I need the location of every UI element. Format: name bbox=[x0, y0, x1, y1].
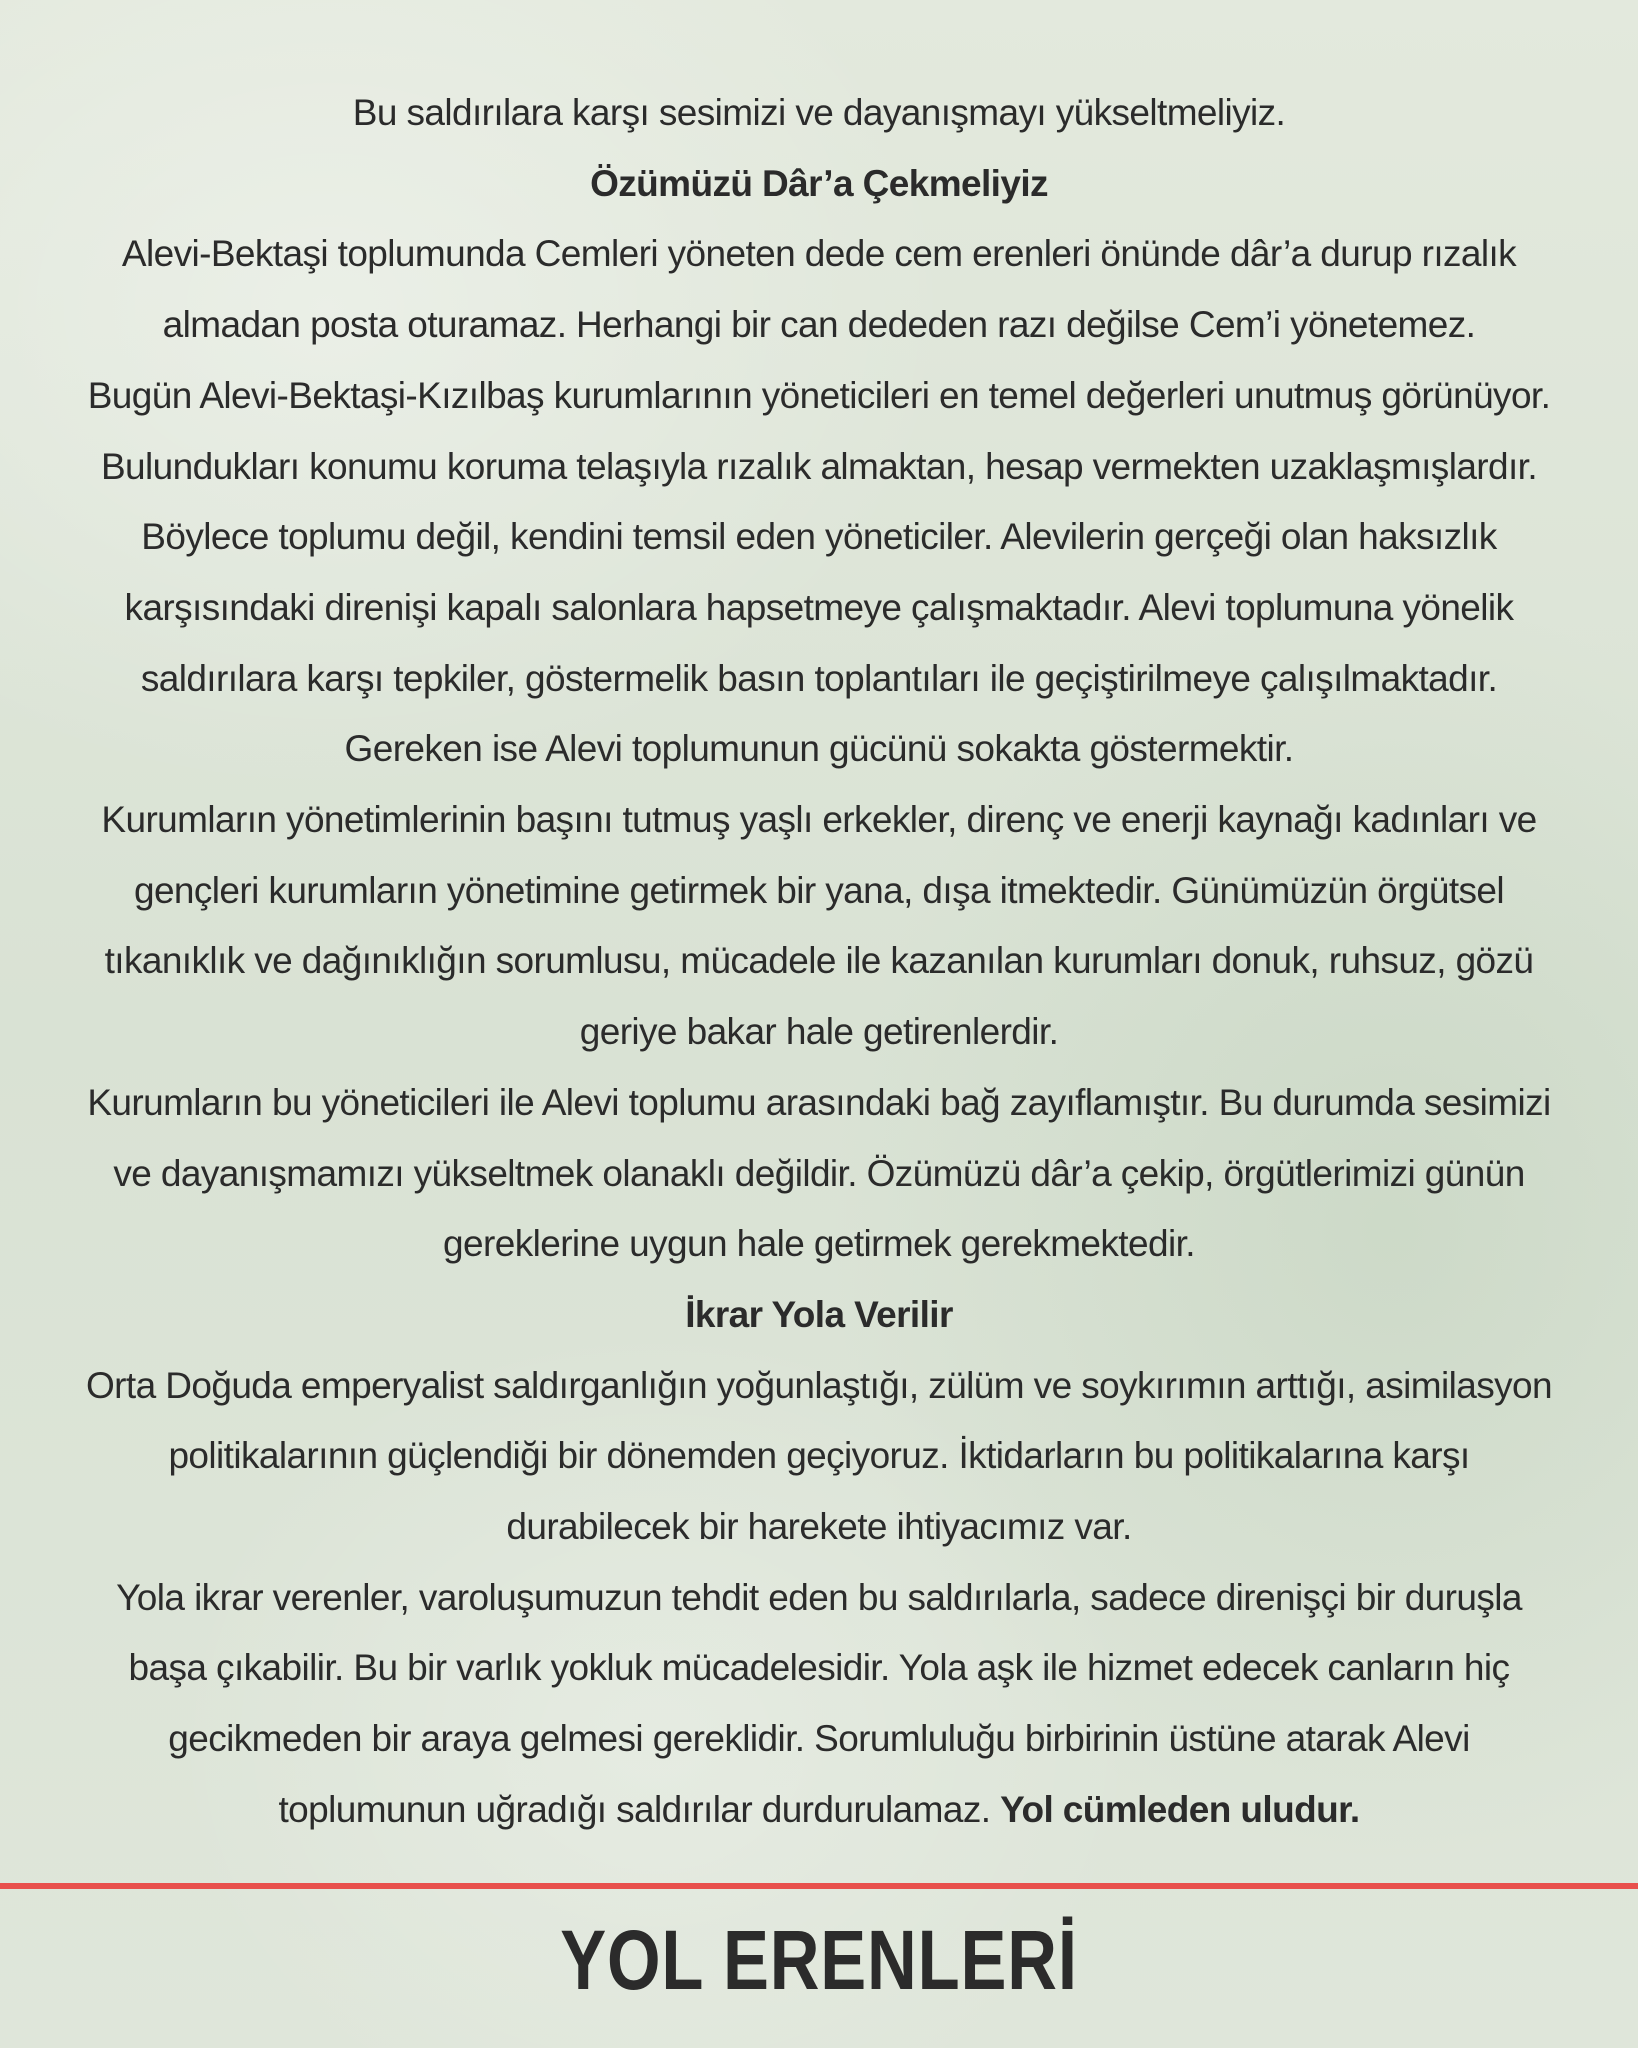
paragraph-line: Böylece toplumu değil, kendini temsil eden yöneticiler. Alevilerin gerçeği olan haksızlık bbox=[141, 516, 1497, 558]
paragraph-line: Kurumların bu yöneticileri ile Alevi toplumu arasındaki bağ zayıflamıştır. Bu durumda sesimizi bbox=[87, 1081, 1551, 1123]
brand-title: YOL ERENLERİ bbox=[560, 1913, 1078, 2007]
paragraph-line: ve dayanışmamızı yükseltmek olanaklı değildir. Özümüzü dâr’a çekip, örgütlerimizi günün bbox=[113, 1152, 1525, 1194]
paragraph-line: almadan posta oturamaz. Herhangi bir can dededen razı değilse Cem’i yönetemez. bbox=[162, 304, 1476, 346]
section-heading-ikrar-yola-verilir: İkrar Yola Verilir bbox=[685, 1293, 953, 1335]
red-divider bbox=[0, 1883, 1638, 1889]
last-line-text: toplumunun uğradığı saldırılar durdurulamaz. bbox=[278, 1788, 1001, 1830]
paragraph-line: saldırılara karşı tepkiler, göstermelik basın toplantıları ile geçiştirilmeye çalışılmaktadır. bbox=[140, 657, 1498, 699]
paragraph-line: başa çıkabilir. Bu bir varlık yokluk mücadelesidir. Yola aşk ile hizmet edecek canların hiç bbox=[128, 1647, 1510, 1689]
paragraph-line: Yola ikrar verenler, varoluşumuzun tehdit eden bu saldırılarla, sadece direnişçi bir duruşla bbox=[116, 1576, 1522, 1618]
paragraph-line: gereklerine uygun hale getirmek gerekmektedir. bbox=[443, 1223, 1195, 1265]
closing-bold-phrase: Yol cümleden uludur. bbox=[1000, 1788, 1360, 1830]
paragraph-line: durabilecek bir harekete ihtiyacımız var. bbox=[506, 1506, 1132, 1548]
paragraph-line: Kurumların yönetimlerinin başını tutmuş yaşlı erkekler, direnç ve enerji kaynağı kadınları ve bbox=[101, 799, 1537, 841]
paragraph-line: gecikmeden bir araya gelmesi gereklidir. Sorumluluğu birbirinin üstüne atarak Alevi bbox=[168, 1718, 1470, 1760]
paragraph-line: Alevi-Bektaşi toplumunda Cemleri yöneten dede cem erenleri önünde dâr’a durup rızalık bbox=[121, 233, 1517, 275]
paragraph-line: gençleri kurumların yönetimine getirmek bir yana, dışa itmektedir. Günümüzün örgütsel bbox=[133, 869, 1505, 911]
paragraph-line: Orta Doğuda emperyalist saldırganlığın yoğunlaştığı, zülüm ve soykırımın arttığı, asimilasyon bbox=[86, 1364, 1552, 1406]
paragraph-line: tıkanıklık ve dağınıklığın sorumlusu, mücadele ile kazanılan kurumları donuk, ruhsuz, gözü bbox=[104, 940, 1534, 982]
paragraph-line: geriye bakar hale getirenlerdir. bbox=[579, 1011, 1059, 1053]
section-heading-ozumuzu-dara-cekmeliyiz: Özümüzü Dâr’a Çekmeliyiz bbox=[590, 162, 1048, 204]
paragraph-line: karşısındaki direnişi kapalı salonlara hapsetmeye çalışmaktadır. Alevi toplumuna yönelik bbox=[124, 586, 1514, 628]
paragraph-line: Gereken ise Alevi toplumunun gücünü sokakta göstermektir. bbox=[344, 728, 1294, 770]
paragraph-line: politikalarının güçlendiği bir dönemden geçiyoruz. İktidarların bu politikalarına karşı bbox=[168, 1435, 1470, 1477]
paragraph-last-line bbox=[278, 1775, 1359, 1846]
paragraph-line: Bugün Alevi-Bektaşi-Kızılbaş kurumlarının yöneticileri en temel değerleri unutmuş görünüyor. bbox=[87, 374, 1551, 416]
paragraph-line: Bulundukları konumu koruma telaşıyla rızalık almaktan, hesap vermekten uzaklaşmışlardır. bbox=[100, 445, 1538, 487]
article-body bbox=[0, 78, 1638, 1846]
paragraph-line: Bu saldırılara karşı sesimizi ve dayanışmayı yükseltmeliyiz. bbox=[352, 92, 1286, 133]
